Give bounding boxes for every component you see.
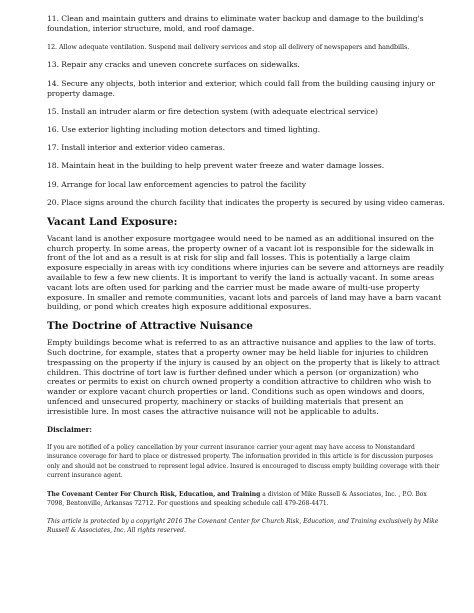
list-item-20: 20. Place signs around the church facility that indicates the property is secured by using video cameras. xyxy=(47,197,445,207)
organization-info xyxy=(47,490,445,509)
list-item-13: 13. Repair any cracks and uneven concrete surfaces on sidewalks. xyxy=(47,60,300,70)
list-item-19: 19. Arrange for local law enforcement agencies to patrol the facility xyxy=(47,179,306,189)
disclaimer-paragraph: If you are notified of a policy cancellation by your current insurance carrier your agent may have access to Nonstandard insurance coverage for hard to place or distressed property. The information provided in this article is for discussion purposes only and should not be construed to represent legal advice. Insured is encouraged to discuss empty building coverage with their current insurance agent. xyxy=(47,443,440,480)
organization-name: The Covenant Center For Church Risk, Education, and Training xyxy=(47,490,261,498)
list-item-17: 17. Install interior and exterior video cameras. xyxy=(47,143,225,153)
disclaimer-label: Disclaimer: xyxy=(47,424,92,434)
document-content xyxy=(47,14,445,536)
list-item-14: 14. Secure any objects, both interior and exterior, which could fall from the building causing injury or property damage. xyxy=(47,78,435,98)
list-item-11: 11. Clean and maintain gutters and drains to eliminate water backup and damage to the building's foundation, interior structure, mold, and roof damage. xyxy=(47,14,424,33)
list-item-16: 16. Use exterior lighting including motion detectors and timed lighting. xyxy=(47,124,320,134)
attractive-nuisance-heading: The Doctrine of Attractive Nuisance xyxy=(47,320,253,333)
list-item-15: 15. Install an intruder alarm or fire detection system (with adequate electrical service) xyxy=(47,106,378,116)
vacant-land-paragraph: Vacant land is another exposure mortgagee would need to be named as an additional insured on the church property. In some areas, the property owner of a vacant lot is responsible for the sidewalk in front of the lot and as a result is at risk for slip and fall losses. This is potentially a large claim exposure especially in areas with icy conditions where injuries can be severe and attorneys are readily available to few a few new clients. It is important to verify the land is actually vacant. In some areas vacant lots are often used for parking and the carrier must be made aware of multi-use property exposure. In smaller and remote communities, vacant lots and parcels of land may have a barn vacant building, or pond which creates high exposure additional exposures. xyxy=(47,233,444,312)
copyright-notice: This article is protected by a copyright 2016 The Covenant Center for Church Risk, Education, and Training exclusively by Mike Russell & Associates, Inc. All rights reserved. xyxy=(47,517,439,535)
list-item-12: 12. Allow adequate ventilation. Suspend mail delivery services and stop all delivery of newspapers and handbills. xyxy=(47,43,410,52)
attractive-nuisance-paragraph: Empty buildings become what is referred to as an attractive nuisance and applies to the law of torts. Such doctrine, for example, states that a property owner may be held liable for injuries to children trespassing on the property if the injury is caused by an object on the property that is likely to attract children. This doctrine of tort law is further defined under which a person (or organization) who creates or permits to exist on church owned property a condition attractive to children who wish to wander or explore vacant church properties or land. Conditions such as open windows and doors, unfenced and unsecured property, machinery or stacks of building materials that present an irresistible lure. In most cases the attractive nuisance will not be applicable to adults. xyxy=(47,338,440,416)
vacant-land-heading: Vacant Land Exposure: xyxy=(47,215,178,228)
list-item-18: 18. Maintain heat in the building to help prevent water freeze and water damage losses. xyxy=(47,161,385,171)
organization-detail: a division of Mike Russell & Associates, Inc. , P.O. Box 7098, Bentonville, Arkansas 72712. For questions and speaking schedule call 479-268-4471. xyxy=(47,490,427,508)
